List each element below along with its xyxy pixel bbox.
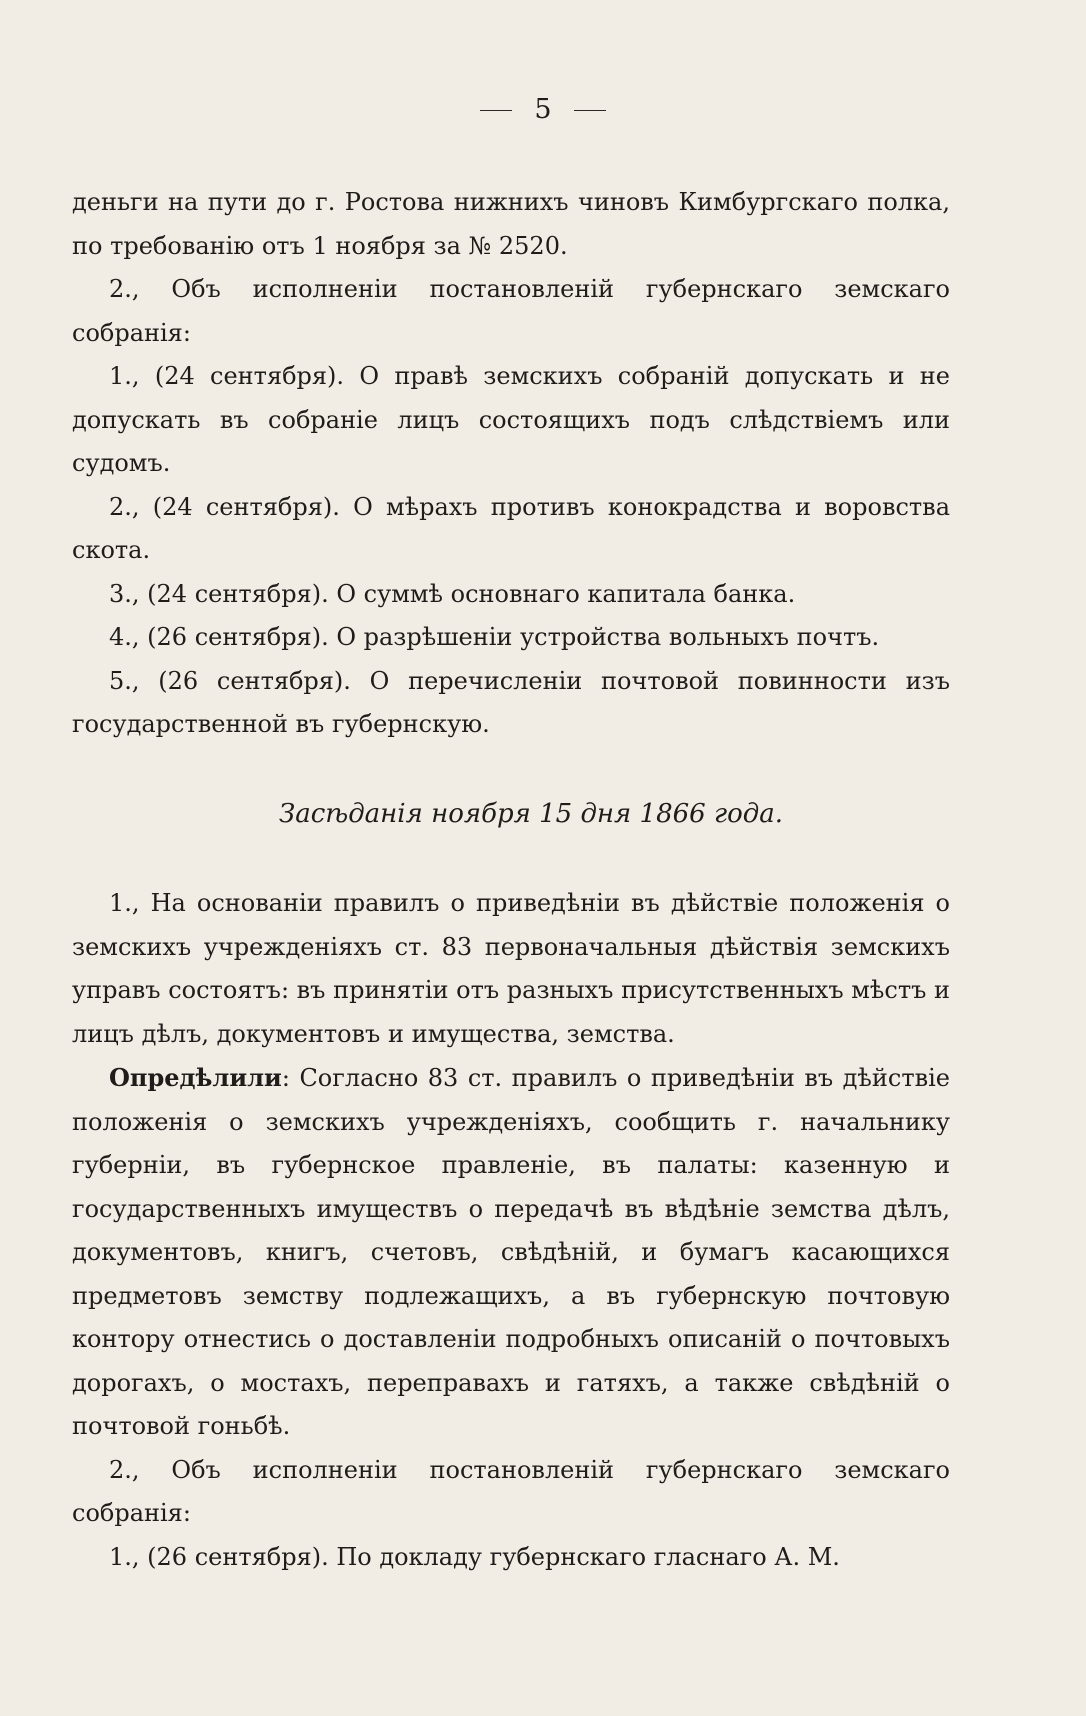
page-number: 5 [534,94,552,125]
paragraph-item: 3., (24 сентября). О суммѣ основнаго капитала банка. [109,579,796,608]
paragraph-item: 1., (24 сентября). О правѣ земскихъ собранiй допускать и не допускать въ собранiе лицъ состоящихъ подъ слѣдствiемъ или судомъ. [72,362,950,477]
paragraph-item: 2., Объ исполненiи постановленiй губернскаго земскаго собранiя: [72,275,950,347]
paragraph-item: 1., На основанiи правилъ о приведѣнiи въ дѣйствiе положенiя о земскихъ учрежденiяхъ ст. 83 первоначальныя дѣйствiя земскихъ управъ состоятъ: въ принятiи отъ разныхъ присутственныхъ мѣстъ и лицъ дѣлъ, документовъ и имущества, земства. [72,889,950,1048]
section-heading: Засѣданiя ноября 15 дня 1866 года. [279,798,783,829]
paragraph-item: 2., (24 сентября). О мѣрахъ противъ конокрадства и воровства скота. [72,492,950,564]
left-dash [480,110,512,111]
paragraph-item: 4., (26 сентября). О разрѣшенiи устройства вольныхъ почтъ. [109,623,880,651]
paragraph-item: 1., (26 сентября). По докладу губернскаго гласнаго А. М. [109,1542,840,1571]
resolution-text: : Согласно 83 ст. правилъ о приведѣнiи въ дѣйствiе положенiя о земскихъ учрежденiяхъ, сообщить г. начальнику губернiи, въ губернское правленiе, въ палаты: казенную и государственныхъ имуществъ о передачѣ въ вѣдѣнiе земства дѣлъ, документовъ, книгъ, счетовъ, свѣдѣнiй, и бумагъ касающихся предметовъ земству подлежащихъ, а въ губернскую почтовую контору отнестись о доставленiи подробныхъ описанiй о почтовыхъ дорогахъ, о мостахъ, переправахъ и гатяхъ, а также свѣдѣнiй о почтовой гоньбѣ. [72,1064,950,1440]
paragraph-continuation: деньги на пути до г. Ростова нижнихъ чиновъ Кимбургскаго полка, по требованiю отъ 1 ноября за № 2520. [72,188,950,260]
page-body [72,181,950,1579]
page-header [0,88,1086,132]
right-dash [574,110,606,111]
paragraph-item: 5., (26 сентября). О перечисленiи почтовой повинности изъ государственной въ губернскую. [72,666,950,738]
paragraph-item: 2., Объ исполненiи постановленiй губернскаго земскаго собранiя: [72,1455,950,1527]
resolution-label: Опредѣлили [109,1063,282,1092]
resolution-paragraph [72,1056,950,1449]
